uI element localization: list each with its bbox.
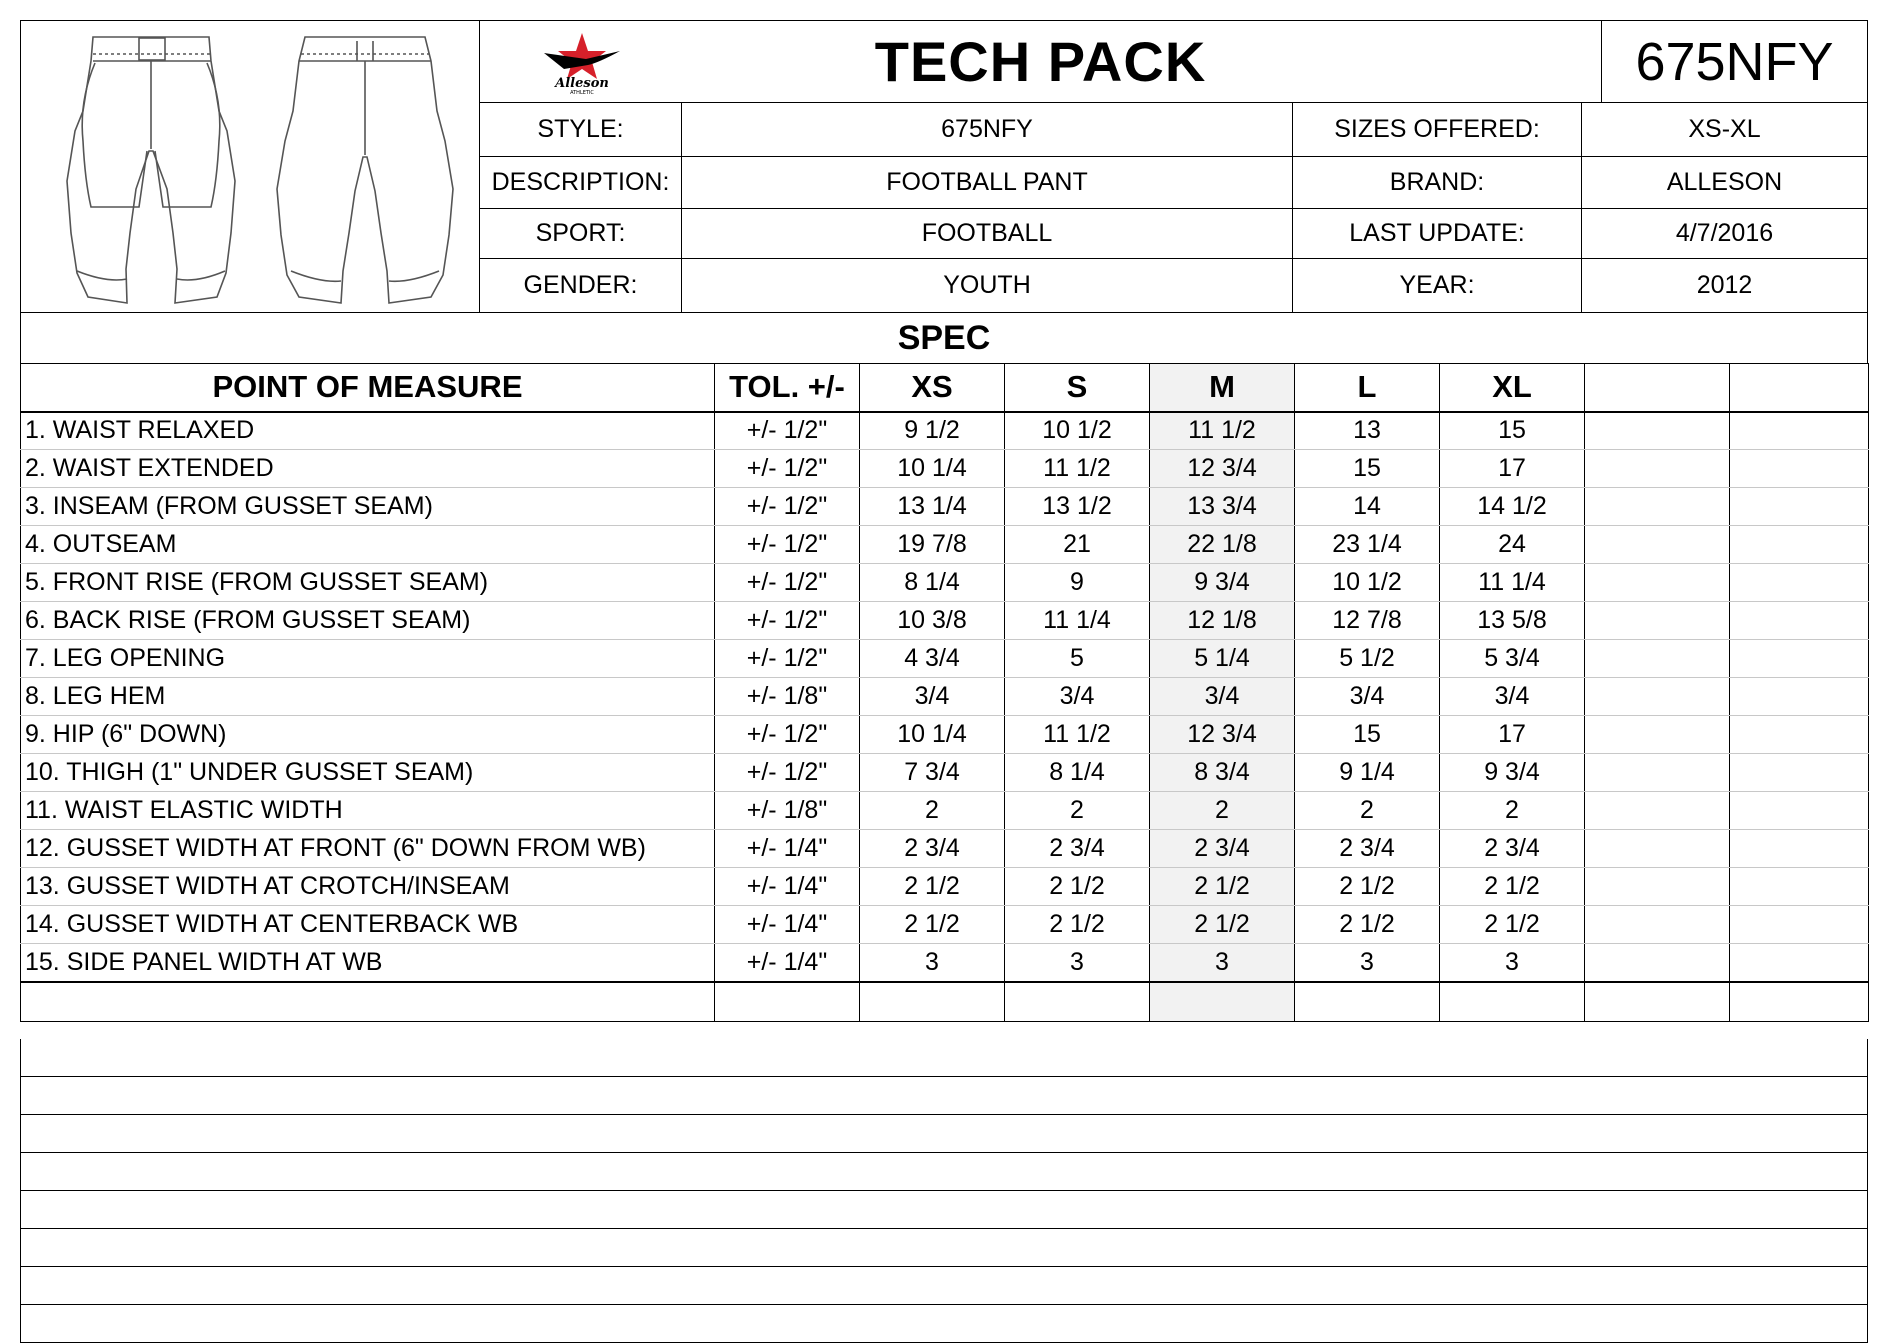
size-value: 15 — [1295, 716, 1440, 754]
size-value: 2 3/4 — [1440, 830, 1585, 868]
empty-cell — [1585, 450, 1730, 488]
empty-cell — [1585, 906, 1730, 944]
note-line — [20, 1229, 1868, 1267]
size-value: 2 1/2 — [1005, 868, 1150, 906]
empty-cell — [1585, 944, 1730, 982]
col-extra-1 — [1585, 364, 1730, 412]
size-value: 3 — [1150, 944, 1295, 982]
size-value: 8 1/4 — [860, 564, 1005, 602]
size-value: 17 — [1440, 450, 1585, 488]
size-value: 2 3/4 — [1295, 830, 1440, 868]
size-value: 10 1/2 — [1005, 412, 1150, 450]
size-value: 21 — [1005, 526, 1150, 564]
size-value: 12 3/4 — [1150, 450, 1295, 488]
spec-row — [21, 602, 1869, 640]
size-value: 12 3/4 — [1150, 716, 1295, 754]
info-label: SPORT: — [535, 219, 626, 247]
tolerance: +/- 1/4" — [715, 830, 860, 868]
point-of-measure: 12. GUSSET WIDTH AT FRONT (6" DOWN FROM WB) — [21, 830, 715, 868]
spec-row — [21, 716, 1869, 754]
empty-cell — [1730, 944, 1869, 982]
size-value: 13 5/8 — [1440, 602, 1585, 640]
spec-header-row — [21, 364, 1869, 412]
spec-row — [21, 412, 1869, 450]
size-value: 9 3/4 — [1440, 754, 1585, 792]
empty-cell — [1440, 982, 1585, 1022]
tolerance: +/- 1/2" — [715, 754, 860, 792]
info-value: FOOTBALL — [681, 209, 1292, 258]
empty-cell — [1730, 640, 1869, 678]
info-row — [480, 209, 1867, 259]
size-value: 13 1/4 — [860, 488, 1005, 526]
empty-cell — [1295, 982, 1440, 1022]
size-value: 2 — [1295, 792, 1440, 830]
empty-cell — [1730, 678, 1869, 716]
empty-cell — [1150, 982, 1295, 1022]
note-line — [20, 1191, 1868, 1229]
empty-cell — [1730, 868, 1869, 906]
tolerance: +/- 1/2" — [715, 412, 860, 450]
size-value: 9 1/2 — [860, 412, 1005, 450]
empty-cell — [1730, 906, 1869, 944]
point-of-measure: 2. WAIST EXTENDED — [21, 450, 715, 488]
col-tolerance: TOL. +/- — [715, 364, 860, 412]
empty-cell — [1730, 830, 1869, 868]
size-value: 2 1/2 — [1150, 868, 1295, 906]
empty-cell — [1730, 792, 1869, 830]
info-label: SIZES OFFERED: — [1292, 103, 1581, 156]
info-label: LAST UPDATE: — [1292, 209, 1581, 258]
size-value: 12 1/8 — [1150, 602, 1295, 640]
spec-row — [21, 754, 1869, 792]
size-value: 3 — [1005, 944, 1150, 982]
size-value: 5 3/4 — [1440, 640, 1585, 678]
size-value: 9 1/4 — [1295, 754, 1440, 792]
empty-cell — [1585, 488, 1730, 526]
note-line — [20, 1039, 1868, 1077]
size-value: 2 1/2 — [1150, 906, 1295, 944]
empty-cell — [1585, 868, 1730, 906]
empty-cell — [1730, 488, 1869, 526]
logo-wordmark: Alleson — [555, 76, 609, 91]
size-value: 2 — [1150, 792, 1295, 830]
spec-row — [21, 526, 1869, 564]
info-value: ALLESON — [1581, 157, 1867, 208]
tolerance: +/- 1/8" — [715, 792, 860, 830]
point-of-measure: 5. FRONT RISE (FROM GUSSET SEAM) — [21, 564, 715, 602]
size-value: 2 1/2 — [1440, 868, 1585, 906]
size-value: 17 — [1440, 716, 1585, 754]
size-value: 13 3/4 — [1150, 488, 1295, 526]
info-row — [480, 259, 1867, 312]
info-value: YOUTH — [681, 259, 1292, 312]
info-value: 4/7/2016 — [1581, 209, 1867, 258]
size-value: 2 1/2 — [1295, 868, 1440, 906]
empty-cell — [1585, 602, 1730, 640]
empty-cell — [1585, 716, 1730, 754]
point-of-measure: 9. HIP (6" DOWN) — [21, 716, 715, 754]
size-value: 2 3/4 — [1005, 830, 1150, 868]
col-size-l: L — [1295, 364, 1440, 412]
empty-cell — [1730, 412, 1869, 450]
size-value: 10 1/2 — [1295, 564, 1440, 602]
col-size-xl: XL — [1440, 364, 1585, 412]
note-line — [20, 1305, 1868, 1343]
point-of-measure: 4. OUTSEAM — [21, 526, 715, 564]
empty-cell — [1730, 450, 1869, 488]
size-value: 2 3/4 — [860, 830, 1005, 868]
info-value: FOOTBALL PANT — [681, 157, 1292, 208]
size-value: 11 1/4 — [1440, 564, 1585, 602]
note-line — [20, 1115, 1868, 1153]
tolerance: +/- 1/2" — [715, 640, 860, 678]
spec-row — [21, 678, 1869, 716]
size-value: 24 — [1440, 526, 1585, 564]
size-value: 8 3/4 — [1150, 754, 1295, 792]
size-value: 2 3/4 — [1150, 830, 1295, 868]
size-value: 2 1/2 — [1005, 906, 1150, 944]
info-value: XS-XL — [1581, 103, 1867, 156]
empty-cell — [1730, 526, 1869, 564]
info-value: 2012 — [1581, 259, 1867, 312]
size-value: 22 1/8 — [1150, 526, 1295, 564]
empty-cell — [1585, 640, 1730, 678]
info-label: YEAR: — [1292, 259, 1581, 312]
point-of-measure: 1. WAIST RELAXED — [21, 412, 715, 450]
size-value: 10 1/4 — [860, 716, 1005, 754]
empty-cell — [21, 982, 715, 1022]
tolerance: +/- 1/4" — [715, 944, 860, 982]
spec-row — [21, 792, 1869, 830]
info-row — [480, 103, 1867, 157]
spec-row — [21, 868, 1869, 906]
size-value: 2 — [1005, 792, 1150, 830]
size-value: 5 — [1005, 640, 1150, 678]
empty-cell — [1585, 982, 1730, 1022]
size-value: 3 — [860, 944, 1005, 982]
size-value: 3/4 — [1440, 678, 1585, 716]
tech-pack-sheet — [20, 20, 1868, 1338]
size-value: 12 7/8 — [1295, 602, 1440, 640]
info-label: STYLE: — [537, 115, 624, 143]
size-value: 13 1/2 — [1005, 488, 1150, 526]
empty-cell — [1585, 526, 1730, 564]
style-code: 675NFY — [1601, 21, 1867, 103]
col-extra-2 — [1730, 364, 1869, 412]
tolerance: +/- 1/2" — [715, 526, 860, 564]
empty-cell — [1730, 602, 1869, 640]
size-value: 8 1/4 — [1005, 754, 1150, 792]
empty-cell — [1585, 564, 1730, 602]
size-value: 3 — [1295, 944, 1440, 982]
point-of-measure: 14. GUSSET WIDTH AT CENTERBACK WB — [21, 906, 715, 944]
size-value: 2 1/2 — [1440, 906, 1585, 944]
size-value: 11 1/2 — [1005, 450, 1150, 488]
point-of-measure: 7. LEG OPENING — [21, 640, 715, 678]
size-value: 11 1/2 — [1150, 412, 1295, 450]
spec-row — [21, 488, 1869, 526]
spec-row — [21, 564, 1869, 602]
spec-row — [21, 830, 1869, 868]
size-value: 10 3/8 — [860, 602, 1005, 640]
size-value: 2 1/2 — [860, 906, 1005, 944]
size-value: 3/4 — [1150, 678, 1295, 716]
empty-cell — [860, 982, 1005, 1022]
empty-cell — [1585, 754, 1730, 792]
empty-cell — [1585, 830, 1730, 868]
tolerance: +/- 1/2" — [715, 564, 860, 602]
note-line — [20, 1267, 1868, 1305]
empty-cell — [1730, 564, 1869, 602]
size-value: 3/4 — [860, 678, 1005, 716]
size-value: 13 — [1295, 412, 1440, 450]
col-size-s: S — [1005, 364, 1150, 412]
point-of-measure: 8. LEG HEM — [21, 678, 715, 716]
col-size-xs: XS — [860, 364, 1005, 412]
tolerance: +/- 1/4" — [715, 868, 860, 906]
empty-cell — [1585, 412, 1730, 450]
spec-row — [21, 906, 1869, 944]
empty-cell — [1585, 678, 1730, 716]
empty-cell — [1005, 982, 1150, 1022]
size-value: 10 1/4 — [860, 450, 1005, 488]
empty-cell — [1730, 982, 1869, 1022]
spec-row — [21, 640, 1869, 678]
logo-subtext: ATHLETIC — [570, 90, 594, 95]
size-value: 2 1/2 — [1295, 906, 1440, 944]
empty-cell — [1585, 792, 1730, 830]
info-grid — [480, 103, 1867, 312]
note-line — [20, 1153, 1868, 1191]
size-value: 11 1/4 — [1005, 602, 1150, 640]
size-value: 2 — [860, 792, 1005, 830]
tolerance: +/- 1/4" — [715, 906, 860, 944]
notes-area — [20, 1039, 1868, 1343]
point-of-measure: 10. THIGH (1" UNDER GUSSET SEAM) — [21, 754, 715, 792]
size-value: 15 — [1295, 450, 1440, 488]
tolerance: +/- 1/2" — [715, 602, 860, 640]
point-of-measure: 11. WAIST ELASTIC WIDTH — [21, 792, 715, 830]
size-value: 2 1/2 — [860, 868, 1005, 906]
blank-row — [21, 982, 1869, 1022]
size-value: 19 7/8 — [860, 526, 1005, 564]
size-value: 14 1/2 — [1440, 488, 1585, 526]
size-value: 7 3/4 — [860, 754, 1005, 792]
size-value: 11 1/2 — [1005, 716, 1150, 754]
empty-cell — [1730, 716, 1869, 754]
spec-row — [21, 450, 1869, 488]
size-value: 3 — [1440, 944, 1585, 982]
info-label: GENDER: — [523, 271, 638, 299]
size-value: 15 — [1440, 412, 1585, 450]
size-value: 14 — [1295, 488, 1440, 526]
size-value: 3/4 — [1295, 678, 1440, 716]
col-point-of-measure: POINT OF MEASURE — [21, 364, 715, 412]
football-pant-sketch-icon — [21, 21, 478, 312]
tolerance: +/- 1/2" — [715, 488, 860, 526]
size-value: 9 3/4 — [1150, 564, 1295, 602]
size-value: 9 — [1005, 564, 1150, 602]
info-value: 675NFY — [681, 103, 1292, 156]
info-row — [480, 157, 1867, 209]
empty-cell — [715, 982, 860, 1022]
size-value: 23 1/4 — [1295, 526, 1440, 564]
tolerance: +/- 1/2" — [715, 450, 860, 488]
col-size-m: M — [1150, 364, 1295, 412]
info-label: DESCRIPTION: — [491, 168, 670, 196]
point-of-measure: 3. INSEAM (FROM GUSSET SEAM) — [21, 488, 715, 526]
size-value: 5 1/2 — [1295, 640, 1440, 678]
spec-table — [20, 363, 1869, 1022]
point-of-measure: 13. GUSSET WIDTH AT CROTCH/INSEAM — [21, 868, 715, 906]
tolerance: +/- 1/8" — [715, 678, 860, 716]
size-value: 4 3/4 — [860, 640, 1005, 678]
size-value: 5 1/4 — [1150, 640, 1295, 678]
spec-title: SPEC — [20, 313, 1868, 363]
tech-pack-header — [20, 20, 1868, 313]
page-title: TECH PACK — [874, 30, 1207, 93]
note-line — [20, 1077, 1868, 1115]
info-label: BRAND: — [1292, 157, 1581, 208]
point-of-measure: 15. SIDE PANEL WIDTH AT WB — [21, 944, 715, 982]
point-of-measure: 6. BACK RISE (FROM GUSSET SEAM) — [21, 602, 715, 640]
size-value: 2 — [1440, 792, 1585, 830]
empty-cell — [1730, 754, 1869, 792]
spec-row — [21, 944, 1869, 982]
garment-sketch — [21, 21, 480, 312]
title-cell — [480, 21, 1601, 103]
size-value: 3/4 — [1005, 678, 1150, 716]
tolerance: +/- 1/2" — [715, 716, 860, 754]
